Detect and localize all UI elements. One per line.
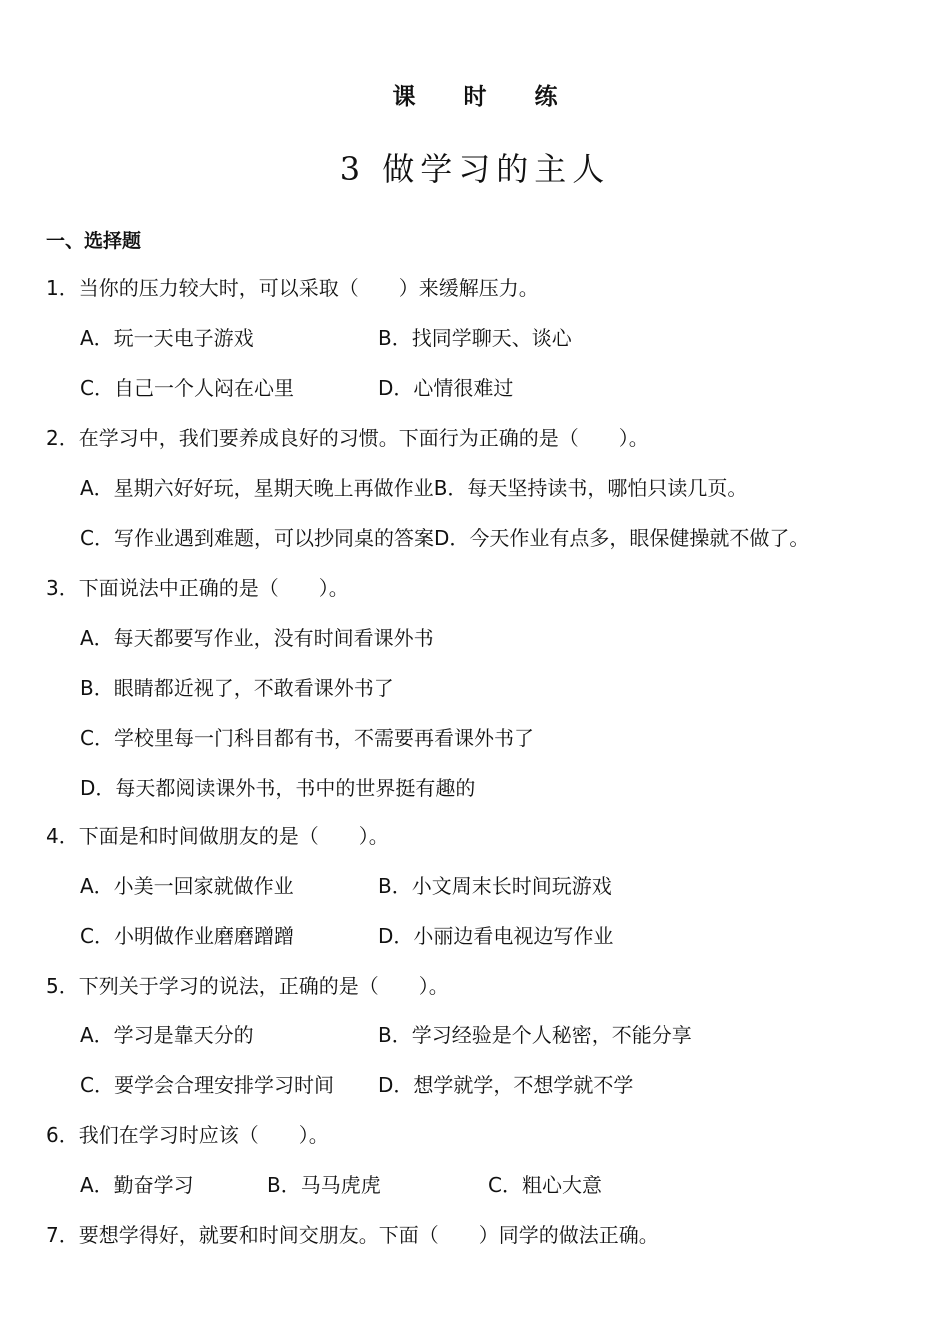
q2-option-c[interactable]: C．写作业遇到难题，可以抄同桌的答案	[80, 526, 434, 550]
q2-option-b[interactable]: B．每天坚持读书，哪怕只读几页。	[433, 476, 748, 500]
question-1: 1．当你的压力较大时，可以采取（ ）来缓解压力。	[46, 276, 539, 300]
q2-option-d[interactable]: D．今天作业有点多，眼保健操就不做了。	[433, 526, 810, 550]
q3-option-b[interactable]: B．眼睛都近视了，不敢看课外书了	[80, 676, 394, 700]
q4-option-a[interactable]: A．小美一回家就做作业	[80, 874, 294, 898]
q2-options-row-2	[80, 524, 809, 552]
question-3: 3．下面说法中正确的是（ ）。	[46, 576, 349, 600]
q5-option-b[interactable]: B．学习经验是个人秘密，不能分享	[378, 1023, 692, 1047]
worksheet-header: 课 时 练	[392, 84, 578, 110]
q6-option-b[interactable]: B．马马虎虎	[267, 1173, 381, 1197]
q1-option-c[interactable]: C．自己一个人闷在心里	[80, 376, 294, 400]
lesson-title: 3 做学习的主人	[339, 150, 611, 188]
q2-options-row-1	[80, 474, 747, 502]
question-7: 7．要想学得好，就要和时间交朋友。下面（ ）同学的做法正确。	[46, 1223, 659, 1247]
question-2: 2．在学习中，我们要养成良好的习惯。下面行为正确的是（ ）。	[46, 426, 649, 450]
q2-option-a[interactable]: A．星期六好好玩，星期天晚上再做作业	[80, 476, 434, 500]
q6-option-c[interactable]: C．粗心大意	[488, 1173, 602, 1197]
q3-option-c[interactable]: C．学校里每一门科目都有书，不需要再看课外书了	[80, 726, 534, 750]
q6-option-a[interactable]: A．勤奋学习	[80, 1173, 194, 1197]
q5-option-a[interactable]: A．学习是靠天分的	[80, 1023, 254, 1047]
q3-option-a[interactable]: A．每天都要写作业，没有时间看课外书	[80, 626, 434, 650]
q1-option-a[interactable]: A．玩一天电子游戏	[80, 326, 254, 350]
q5-option-c[interactable]: C．要学会合理安排学习时间	[80, 1073, 334, 1097]
q1-option-b[interactable]: B．找同学聊天、谈心	[378, 326, 572, 350]
q4-option-d[interactable]: D．小丽边看电视边写作业	[378, 924, 614, 948]
q3-option-d[interactable]: D．每天都阅读课外书，书中的世界挺有趣的	[80, 776, 476, 800]
section-heading: 一、选择题	[46, 230, 142, 252]
q4-option-c[interactable]: C．小明做作业磨磨蹭蹭	[80, 924, 294, 948]
question-6: 6．我们在学习时应该（ ）。	[46, 1123, 329, 1147]
question-5: 5．下列关于学习的说法，正确的是（ ）。	[46, 974, 449, 998]
q5-option-d[interactable]: D．想学就学，不想学就不学	[378, 1073, 634, 1097]
question-4: 4．下面是和时间做朋友的是（ ）。	[46, 824, 389, 848]
q1-option-d[interactable]: D．心情很难过	[378, 376, 514, 400]
q4-option-b[interactable]: B．小文周末长时间玩游戏	[378, 874, 612, 898]
